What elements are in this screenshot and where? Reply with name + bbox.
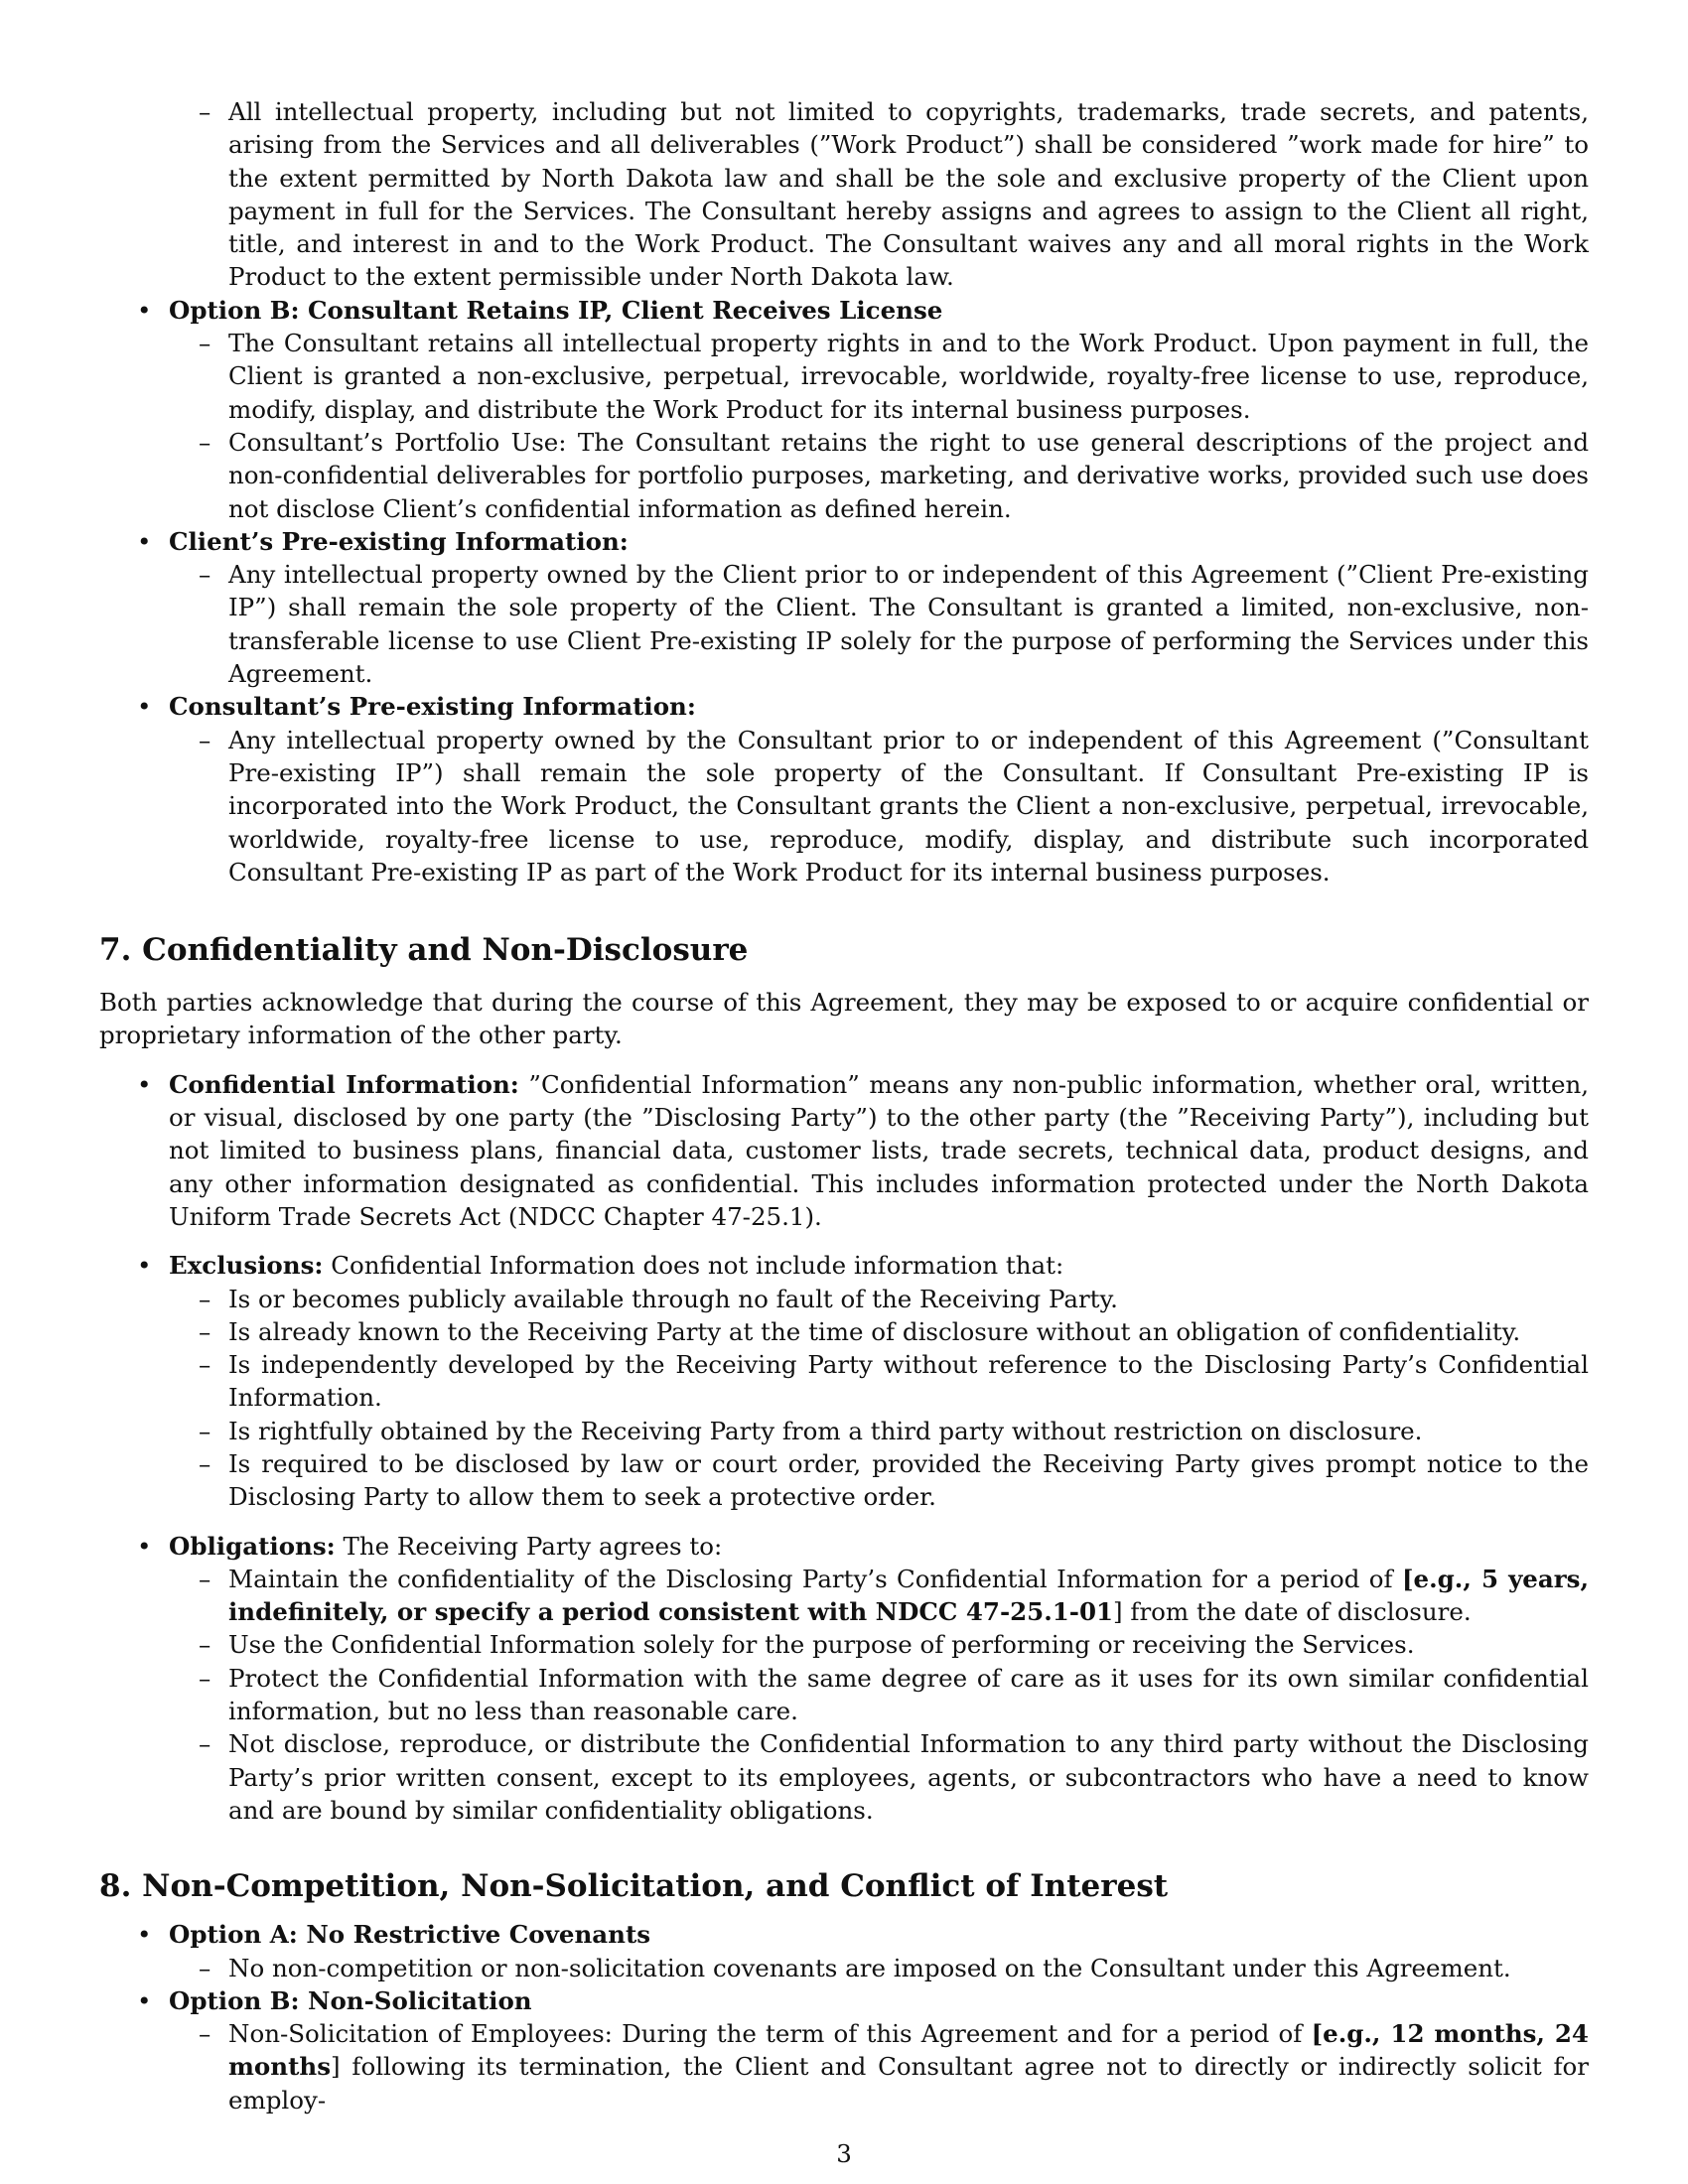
dash-bullet: – <box>199 1564 211 1593</box>
nonsolicit-post: ] following its termination, the Client and Consultant agree not to directly or indirectly solicit for employ- <box>228 2052 1589 2115</box>
obligation-item <box>169 1662 1589 1728</box>
dash-bullet: – <box>199 97 211 126</box>
section8-option-a-text: No non-competition or non-solicitation covenants are imposed on the Consultant under this Agreement. <box>228 1953 1511 1982</box>
bullet: • <box>137 1985 152 2015</box>
option-a-continuation <box>99 95 1589 294</box>
option-b-item-text: Consultant’s Portfolio Use: The Consultant retains the right to use general descriptions of the project and non-confidential deliverables for portfolio purposes, marketing, and derivative works, provided such use does not disclose Client’s confidential information as defined herein. <box>228 427 1589 523</box>
dash-bullet: – <box>199 560 211 590</box>
section7-heading: 7. Confidentiality and Non-Disclosure <box>99 932 749 969</box>
option-a-item <box>169 95 1589 294</box>
exclusion-item <box>169 1415 1589 1447</box>
dash-bullet: – <box>199 1284 211 1313</box>
option-b-item-text: The Consultant retains all intellectual property rights in and to the Work Product. Upon payment in full, the Client is granted a non-exclusive, perpetual, irrevocable, worldwide, royalty-free license to use, reproduce, modify, display, and distribute the Work Product for its internal business purposes. <box>228 329 1589 424</box>
exclusions-sublist <box>169 1283 1589 1514</box>
obligation-item <box>169 1727 1589 1827</box>
section7-list <box>99 1068 1589 1828</box>
bullet: • <box>137 692 152 722</box>
nonsolicit-period-placeholder: [e.g., 12 months, 24 months <box>228 2019 1589 2082</box>
nonsolicit-pre: Non-Solicitation of Employees: During the term of this Agreement and for a period of <box>228 2019 1312 2049</box>
dash-bullet: – <box>199 1350 211 1380</box>
exclusion-item <box>169 1315 1589 1348</box>
obligation-period-placeholder: [e.g., 5 years, indefinitely, or specify a period consistent with NDCC 47-25.1-01 <box>228 1564 1590 1627</box>
page-number: 3 <box>836 2139 852 2168</box>
obligation-period-pre: Maintain the confidentiality of the Disclosing Party’s Confidential Information for a period of <box>228 1564 1402 1593</box>
dash-bullet: – <box>199 1663 211 1693</box>
client-pre-item <box>169 558 1589 690</box>
consultant-pre-text: Any intellectual property owned by the Consultant prior to or independent of this Agreement (”Consultant Pre-existing IP”) shall remain the sole property of the Consultant. If Consultant Pre-existing IP is incorporated into the Work Product, the Consultant grants the Client a non-exclusive, perpetual, irrevocable, worldwide, royalty-free license to use, reproduce, modify, display, and distribute such incorporated Consultant Pre-existing IP as part of the Work Product for its internal business purposes. <box>228 725 1589 887</box>
exclusions-text: Confidential Information does not include information that: <box>323 1251 1064 1281</box>
section8-option-b-heading: Option B: Non-Solicitation <box>169 1985 532 2015</box>
dash-bullet: – <box>199 1448 211 1478</box>
bullet: • <box>137 1920 152 1950</box>
dash-bullet: – <box>199 2019 211 2049</box>
obligation-period-post: ] from the date of disclosure. <box>1113 1597 1472 1627</box>
obligations-item <box>99 1530 1589 1828</box>
section8-heading: 8. Non-Competition, Non-Solicitation, and Conflict of Interest <box>99 1868 1169 1905</box>
bullet: • <box>137 1251 152 1281</box>
client-pre-text: Any intellectual property owned by the Client prior to or independent of this Agreement (”Client Pre-existing IP”) shall remain the sole property of the Client. The Consultant is granted a limited, non-exclusive, non-transferable license to use Client Pre-existing IP solely for the purpose of performing the Services under this Agreement. <box>228 560 1589 689</box>
dash-bullet: – <box>199 1416 211 1445</box>
exclusion-item <box>169 1283 1589 1315</box>
option-b-item <box>169 327 1589 426</box>
dash-bullet: – <box>199 1953 211 1982</box>
bullet: • <box>137 1069 152 1099</box>
client-pre-block <box>99 525 1589 690</box>
exclusion-text: Is required to be disclosed by law or court order, provided the Receiving Party gives prompt notice to the Disclosing Party to allow them to seek a protective order. <box>228 1448 1589 1512</box>
obligations-sublist <box>169 1563 1589 1827</box>
section8-option-a-heading: Option A: No Restrictive Covenants <box>169 1920 651 1950</box>
document-page <box>99 95 1589 2116</box>
confidential-label: Confidential Information: <box>169 1069 519 1099</box>
consultant-pre-item <box>169 724 1589 888</box>
section7-intro: Both parties acknowledge that during the course of this Agreement, they may be exposed to or acquire confidential or proprietary information of the other party. <box>99 988 1589 1050</box>
exclusion-item <box>169 1348 1589 1415</box>
option-b-nonsolicit-block <box>99 1984 1589 2116</box>
consultant-pre-heading: Consultant’s Pre-existing Information: <box>169 692 696 722</box>
dash-bullet: – <box>199 329 211 358</box>
obligation-item <box>169 1628 1589 1661</box>
exclusion-text: Is independently developed by the Receiving Party without reference to the Disclosing Party’s Confidential Information. <box>228 1350 1589 1413</box>
dash-bullet: – <box>199 1316 211 1346</box>
confidential-text: ”Confidential Information” means any non-public information, whether oral, written, or visual, disclosed by one party (the ”Disclosing Party”) to the other party (the ”Receiving Party”), including but not limited to business plans, financial data, customer lists, trade secrets, technical data, product designs, and any other information designated as confidential. This includes information protected under the North Dakota Uniform Trade Secrets Act (NDCC Chapter 47-25.1). <box>169 1069 1590 1231</box>
obligations-label: Obligations: <box>169 1531 336 1561</box>
dash-bullet: – <box>199 1630 211 1660</box>
exclusion-text: Is already known to the Receiving Party at the time of disclosure without an obligation of confidentiality. <box>228 1316 1521 1346</box>
option-b-heading: Option B: Consultant Retains IP, Client Receives License <box>169 295 943 325</box>
bullet: • <box>137 295 152 325</box>
obligation-text: Use the Confidential Information solely for the purpose of performing or receiving the Services. <box>228 1630 1415 1660</box>
exclusion-text: Is or becomes publicly available through no fault of the Receiving Party. <box>228 1284 1118 1313</box>
exclusions-label: Exclusions: <box>169 1251 324 1281</box>
bullet: • <box>137 1531 152 1561</box>
client-pre-heading: Client’s Pre-existing Information: <box>169 526 629 556</box>
option-b-item <box>169 426 1589 525</box>
obligation-text: Protect the Confidential Information with the same degree of care as it uses for its own similar confidential information, but no less than reasonable care. <box>228 1663 1589 1726</box>
obligations-text: The Receiving Party agrees to: <box>335 1531 723 1561</box>
section8-option-b-item <box>169 2017 1589 2116</box>
consultant-pre-block <box>99 690 1589 888</box>
section6-list <box>99 95 1589 888</box>
exclusion-text: Is rightfully obtained by the Receiving Party from a third party without restriction on disclosure. <box>228 1416 1423 1445</box>
exclusions-item <box>99 1249 1589 1513</box>
confidential-info-item <box>99 1068 1589 1233</box>
section8-option-a-item <box>169 1952 1589 1984</box>
option-a-text: All intellectual property, including but not limited to copyrights, trademarks, trade secrets, and patents, arising from the Services and all deliverables (”Work Product”) shall be considered ”work made for hire” to the extent permitted by North Dakota law and shall be the sole and exclusive property of the Client upon payment in full for the Services. The Consultant hereby assigns and agrees to assign to the Client all right, title, and interest in and to the Work Product. The Consultant waives any and all moral rights in the Work Product to the extent permissible under North Dakota law. <box>228 97 1589 292</box>
obligation-text: Not disclose, reproduce, or distribute the Confidential Information to any third party without the Disclosing Party’s prior written consent, except to its employees, agents, or subcontractors who have a need to know and are bound by similar confidentiality obligations. <box>228 1729 1589 1825</box>
option-b-block <box>99 294 1589 525</box>
dash-bullet: – <box>199 1729 211 1759</box>
bullet: • <box>137 526 152 556</box>
exclusion-item <box>169 1447 1589 1514</box>
dash-bullet: – <box>199 725 211 754</box>
dash-bullet: – <box>199 427 211 457</box>
section8-list <box>99 1918 1589 2116</box>
obligation-item <box>169 1563 1589 1629</box>
option-a-block <box>99 1918 1589 1984</box>
